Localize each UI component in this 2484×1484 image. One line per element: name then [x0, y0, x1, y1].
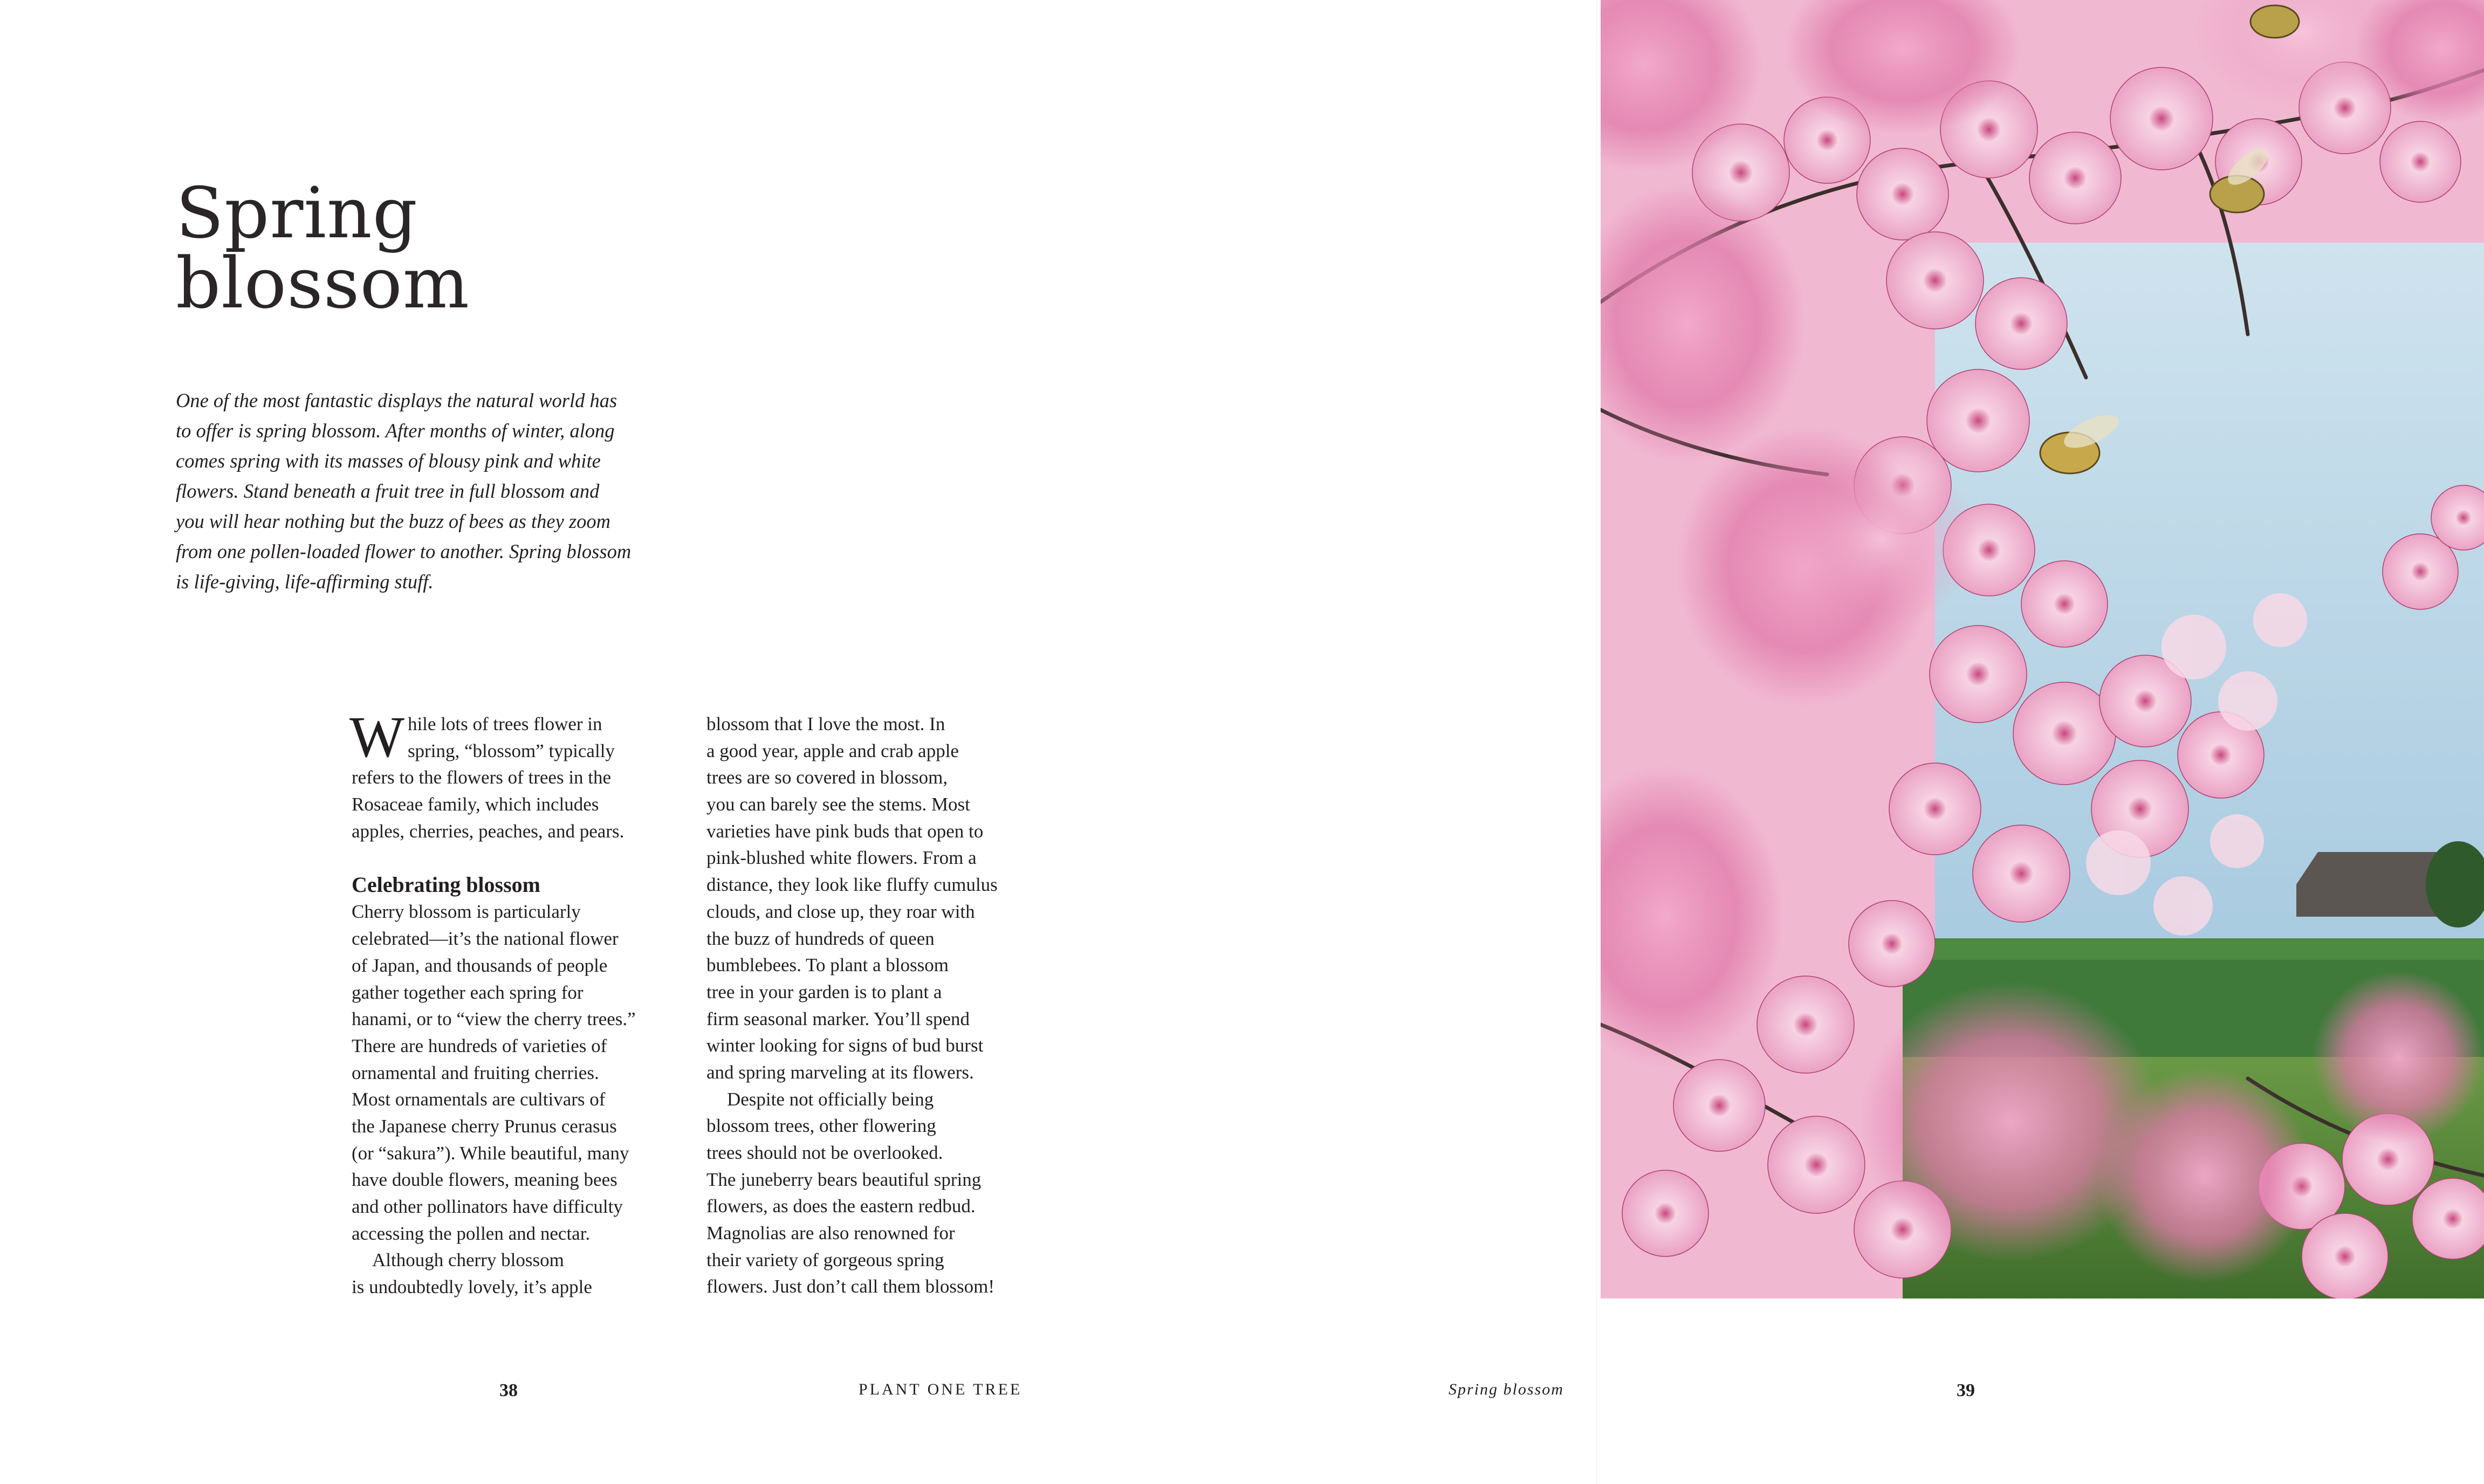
page-number-left: 38 [499, 1380, 518, 1400]
intro-line: comes spring with its masses of blousy pink and white [176, 450, 601, 472]
body-line: (or “sakura”). While beautiful, many [352, 1142, 629, 1164]
running-head-right: Spring blossom [1449, 1380, 1564, 1398]
body-line: the buzz of hundreds of queen [706, 927, 935, 949]
body-line: clouds, and close up, they roar with [706, 901, 975, 922]
drop-cap: W [349, 705, 404, 770]
body-line: flowers, as does the eastern redbud. [706, 1196, 976, 1217]
body-line: distance, they look like fluffy cumulus [706, 874, 998, 896]
body-line: celebrated—it’s the national flower [352, 928, 619, 950]
body-line: ornamental and fruiting cherries. [352, 1062, 599, 1083]
body-line: apples, cherries, peaches, and pears. [352, 820, 625, 842]
body-line: flowers. Just don’t call them blossom! [706, 1276, 995, 1297]
body-line: of Japan, and thousands of people [352, 954, 608, 976]
body-line: Most ornamentals are cultivars of [352, 1089, 606, 1110]
body-line: and spring marveling at its flowers. [706, 1061, 974, 1083]
body-line: Although cherry blossom [372, 1249, 564, 1271]
body-line: There are hundreds of varieties of [352, 1035, 607, 1056]
body-line: The juneberry bears beautiful spring [706, 1169, 982, 1190]
opening-paragraph-start [349, 705, 697, 770]
body-line: firm seasonal marker. You’ll spend [706, 1008, 970, 1029]
body-line: the Japanese cherry Prunus cerasus [352, 1115, 617, 1137]
title-line-2: blossom [176, 242, 470, 324]
body-column-2 [706, 711, 1052, 1300]
body-line: their variety of gorgeous spring [706, 1249, 944, 1270]
body-line: and other pollinators have difficulty [352, 1196, 623, 1218]
running-head-left: PLANT ONE TREE [859, 1380, 1023, 1398]
paragraph-gap [352, 844, 697, 871]
body-line: is undoubtedly lovely, it’s apple [352, 1276, 592, 1298]
body-line: winter looking for signs of bud burst [706, 1035, 984, 1056]
intro-line: you will hear nothing but the buzz of bees as they zoom [176, 510, 610, 532]
page-title [176, 172, 661, 324]
body-line: tree in your garden is to plant a [706, 981, 942, 1002]
body-line: refers to the flowers of trees in the [352, 767, 612, 788]
intro-line: flowers. Stand beneath a fruit tree in full blossom and [176, 480, 600, 502]
intro-line: is life-giving, life-affirming stuff. [176, 571, 434, 593]
cherry-blossom-illustration [1601, 0, 2484, 1298]
subheading: Celebrating blossom [352, 872, 540, 897]
body-line: hanami, or to “view the cherry trees.” [352, 1008, 636, 1030]
body-line: Cherry blossom is particularly [352, 901, 581, 923]
body-line: Despite not officially being [727, 1088, 934, 1110]
body-line: you can barely see the stems. Most [706, 794, 970, 815]
bee-icon [2250, 5, 2299, 38]
body-line: blossom that I love the most. In [706, 713, 945, 734]
page-number-right: 39 [1957, 1380, 1975, 1400]
blossom-artwork [1601, 0, 2484, 1298]
body-line: trees should not be overlooked. [706, 1142, 943, 1163]
body-line: Magnolias are also renowned for [706, 1222, 955, 1244]
body-line: bumblebees. To plant a blossom [706, 954, 949, 976]
gutter [1596, 0, 1597, 1484]
body-line: trees are so covered in blossom, [706, 767, 948, 788]
body-line: gather together each spring for [352, 981, 584, 1003]
body-column-1 [349, 705, 697, 1301]
body-line: pink-blushed white flowers. From a [706, 847, 977, 869]
body-line: blossom trees, other flowering [706, 1115, 936, 1137]
body-line: varieties have pink buds that open to [706, 820, 984, 842]
body-line: have double flowers, meaning bees [352, 1169, 617, 1191]
body-line: a good year, apple and crab apple [706, 740, 959, 761]
intro-line: from one pollen-loaded flower to another. Spring blossom [176, 540, 632, 562]
intro-paragraph [176, 386, 672, 597]
body-line: hile lots of trees flower in [407, 713, 602, 734]
body-line: accessing the pollen and nectar. [352, 1222, 591, 1244]
title-line-1: Spring [176, 172, 418, 254]
body-line: Rosaceae family, which includes [352, 794, 599, 815]
intro-line: One of the most fantastic displays the natural world has [176, 389, 617, 411]
body-line: spring, “blossom” typically [407, 740, 615, 761]
intro-line: to offer is spring blossom. After months of winter, along [176, 420, 615, 442]
